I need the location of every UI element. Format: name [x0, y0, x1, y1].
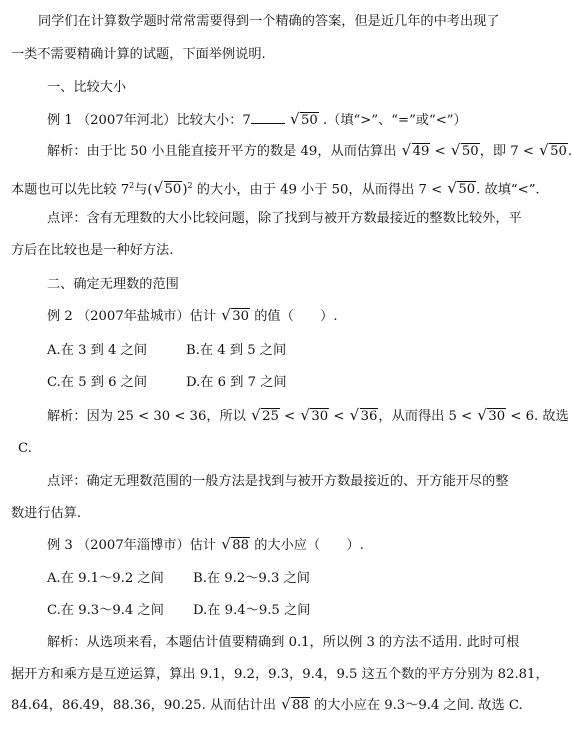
intro-line-2: 一类不需要精确计算的试题，下面举例说明. [11, 47, 266, 62]
intro-line-1: 同学们在计算数学题时常常需要得到一个精确的答案，但是近几年的中考出现了 [38, 14, 500, 29]
solution-2-line-1: 解析：因为 25 < 30 < 36，所以 √ 25 < √ 30 < √ 36，从而得出 5 < √ 30 < 6. 故选 [47, 408, 569, 426]
example-2-option-d: D.在 6 到 7 之间 [186, 375, 287, 390]
comment-1-line-2: 方后在比较也是一种好方法. [11, 243, 174, 258]
answer-blank [251, 111, 285, 124]
sqrt-30: √ 30 [478, 408, 506, 426]
example-2: 例 2 （2007年盐城市）估计 √ 30 的值（ ）. [47, 308, 338, 326]
sqrt-50: √ 50 [448, 181, 476, 199]
section-2-heading: 二、确定无理数的范围 [47, 277, 179, 292]
example-2-option-c: C.在 5 到 6 之间 [47, 375, 148, 390]
comment-2-line-2: 数进行估算. [11, 506, 82, 521]
sqrt-50: √ 50 [452, 143, 480, 161]
example-3: 例 3 （2007年淄博市）估计 √ 88 的大小应（ ）. [47, 537, 364, 555]
example-2-option-a: A.在 3 到 4 之间 [47, 343, 148, 358]
sqrt-88: √ 88 [282, 697, 310, 715]
comment-1-line-1: 点评：含有无理数的大小比较问题，除了找到与被开方数最接近的整数比较外，平 [47, 211, 522, 226]
example-1 [47, 111, 467, 130]
sqrt-50: √ 50 [291, 112, 319, 130]
example-3-option-c: C.在 9.3～9.4 之间 [47, 603, 164, 618]
solution-3-line-2: 据开方和乘方是互逆运算，算出 9.1，9.2，9.3，9.4，9.5 这五个数的平方分别为 82.81， [11, 667, 549, 682]
sqrt-30: √ 30 [222, 308, 250, 326]
example-3-option-b: B.在 9.2～9.3 之间 [193, 571, 310, 586]
solution-3-line-1: 解析：从选项来看，本题估计值要精确到 0.1，所以例 3 的方法不适用. 此时可根 [47, 635, 520, 650]
example-3-option-a: A.在 9.1～9.2 之间 [47, 571, 164, 586]
sqrt-88: √ 88 [222, 537, 250, 555]
example-2-option-b: B.在 4 到 5 之间 [186, 343, 287, 358]
example-3-option-d: D.在 9.4～9.5 之间 [193, 603, 311, 618]
solution-3-line-3: 84.64，86.49，88.36，90.25. 从而估计出 √ 88 的大小应在 9.3～9.4 之间. 故选 C. [11, 697, 523, 715]
sqrt-49: √ 49 [403, 143, 431, 161]
example-1-prefix: 例 1 （2007年河北）比较大小：7 [47, 113, 251, 128]
solution-2-line-2: C. [18, 441, 32, 456]
sqrt-30: √ 30 [301, 408, 329, 426]
comment-2-line-1: 点评：确定无理数范围的一般方法是找到与被开方数最接近的、开方能开尽的整 [47, 474, 509, 489]
sqrt-50: √ 50 [155, 181, 183, 199]
solution-1-line-2: 本题也可以先比较 $7^2$与(√ 50)$^2$ 的大小，由于 49 小于 50，从而得出 7 < √ 50. 故填“<”. [11, 177, 540, 199]
sqrt-25: √ 25 [252, 408, 280, 426]
section-1-heading: 一、比较大小 [47, 80, 127, 95]
sqrt-36: √ 36 [351, 408, 379, 426]
example-1-suffix: .（填“>”、“=”或“<”） [322, 113, 467, 128]
sqrt-50: √ 50 [540, 143, 568, 161]
solution-1-line-1: 解析：由于比 50 小且能直接开平方的数是 49，从而估算出 √ 49 < √ 50，即 7 < √ 50. [47, 143, 572, 161]
